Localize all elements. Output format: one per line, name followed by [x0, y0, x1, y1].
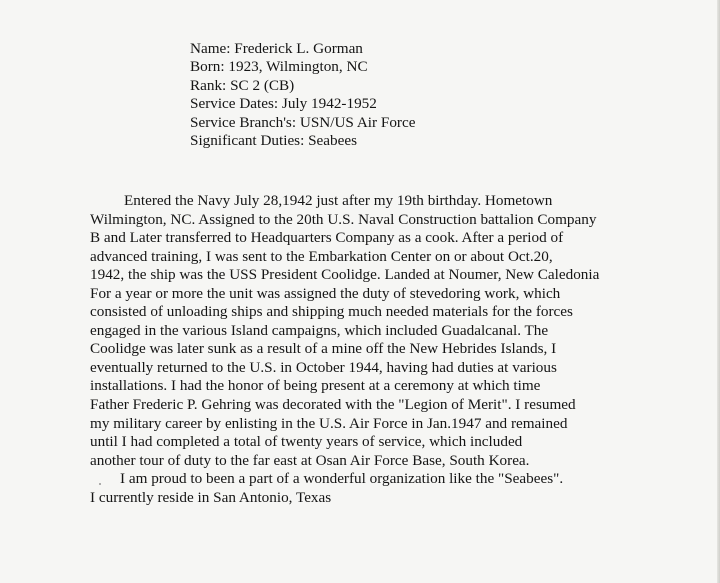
veteran-info-header	[190, 40, 415, 150]
body-line: another tour of duty to the far east at Osan Air Force Base, South Korea.	[90, 451, 530, 469]
body-line: until I had completed a total of twenty years of service, which included	[90, 433, 523, 451]
body-line: Father Frederic P. Gehring was decorated with the "Legion of Merit". I resumed	[90, 396, 576, 414]
born-line: Born: 1923, Wilmington, NC	[190, 58, 368, 76]
body-line: For a year or more the unit was assigned the duty of stevedoring work, which	[90, 284, 561, 302]
body-line: installations. I had the honor of being present at a ceremony at which time	[90, 377, 541, 395]
body-line: my military career by enlisting in the U.S. Air Force in Jan.1947 and remained	[90, 414, 568, 432]
name-line: Name: Frederick L. Gorman	[190, 40, 363, 57]
service-dates-line: Service Dates: July 1942-1952	[190, 95, 377, 113]
body-line: Coolidge was later sunk as a result of a mine off the New Hebrides Islands, I	[90, 340, 557, 358]
body-line: Wilmington, NC. Assigned to the 20th U.S. Naval Construction battalion Company	[90, 210, 597, 228]
body-line: advanced training, I was sent to the Embarkation Center on or about Oct.20,	[90, 247, 553, 265]
significant-duties-line: Significant Duties: Seabees	[190, 132, 358, 150]
body-line: I am proud to been a part of a wonderful organization like the "Seabees".	[120, 470, 564, 488]
scan-speck	[99, 483, 101, 485]
service-branch-line: Service Branch's: USN/US Air Force	[190, 113, 416, 131]
narrative-body	[90, 192, 610, 507]
body-line: consisted of unloading ships and shipping much needed materials for the forces	[90, 303, 573, 321]
body-line: B and Later transferred to Headquarters Company as a cook. After a period of	[90, 229, 564, 247]
body-line: Entered the Navy July 28,1942 just after my 19th birthday. Hometown	[124, 192, 553, 209]
body-line: I currently reside in San Antonio, Texas	[90, 488, 332, 506]
body-line: engaged in the various Island campaigns, which included Guadalcanal. The	[90, 321, 549, 339]
body-line: 1942, the ship was the USS President Coolidge. Landed at Noumer, New Caledonia	[90, 266, 600, 284]
body-line: eventually returned to the U.S. in October 1944, having had duties at various	[90, 358, 557, 376]
rank-line: Rank: SC 2 (CB)	[190, 76, 295, 94]
